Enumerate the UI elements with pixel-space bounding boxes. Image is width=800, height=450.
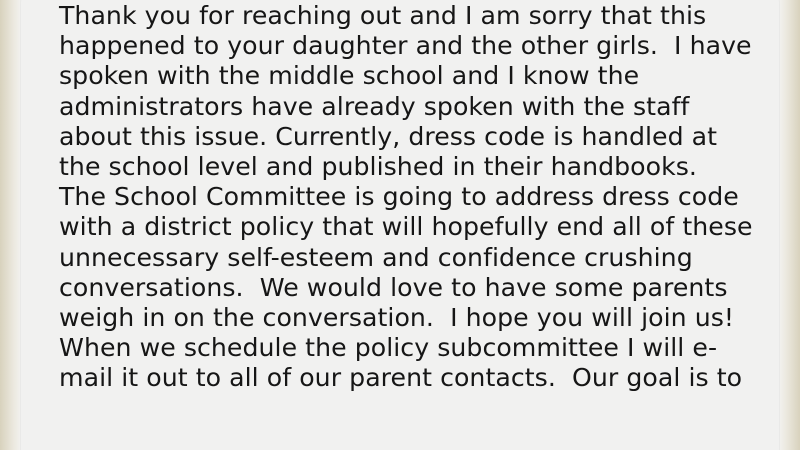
message-line: administrators have already spoken with the staff (59, 91, 690, 121)
message-line: The School Committee is going to address dress code (59, 182, 739, 212)
message-line: spoken with the middle school and I know the (59, 61, 640, 91)
message-line: unnecessary self-esteem and confidence crushing (59, 242, 693, 272)
message-line: weigh in on the conversation. I hope you will join us! (59, 302, 735, 332)
message-line: with a district policy that will hopefully end all of these (59, 212, 753, 242)
message-line: happened to your daughter and the other girls. I have (59, 31, 752, 61)
message-line: conversations. We would love to have some parents (59, 272, 728, 302)
message-line: the school level and published in their handbooks. (59, 151, 697, 181)
message-line: mail it out to all of our parent contacts. Our goal is to (59, 363, 743, 393)
message-line: Thank you for reaching out and I am sorry that this (59, 1, 707, 30)
message-text (59, 1, 759, 393)
message-line: about this issue. Currently, dress code is handled at (59, 121, 718, 151)
message-line: When we schedule the policy subcommittee I will e- (59, 333, 718, 363)
